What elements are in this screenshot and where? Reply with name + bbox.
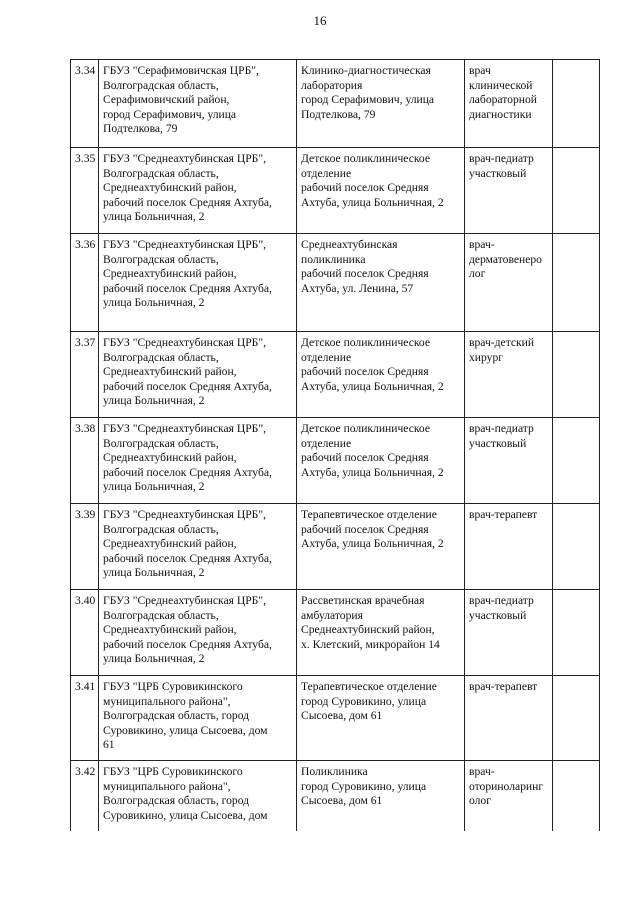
table-row — [71, 761, 600, 831]
empty-cell — [553, 761, 600, 831]
organization-cell: ГБУЗ "Среднеахтубинская ЦРБ", Волгоградская область, Среднеахтубинский район, рабочий поселок Средняя Ахтуба, улица Больничная, 2 — [99, 332, 297, 418]
table-row — [71, 418, 600, 504]
specialty-cell: врач- дерматовенеро лог — [465, 234, 553, 332]
empty-cell — [553, 504, 600, 590]
specialty-cell: врач-педиатр участковый — [465, 418, 553, 504]
department-address-cell: Детское поликлиническое отделение рабочий поселок Средняя Ахтуба, улица Больничная, 2 — [297, 148, 465, 234]
table-row — [71, 504, 600, 590]
table-row — [71, 148, 600, 234]
table-row — [71, 332, 600, 418]
empty-cell — [553, 332, 600, 418]
organization-cell: ГБУЗ "ЦРБ Суровикинского муниципального района", Волгоградская область, город Суровикино, улица Сысоева, дом 61 — [99, 676, 297, 761]
row-number: 3.42 — [71, 761, 99, 831]
specialty-cell: врач клинической лабораторной диагностики — [465, 60, 553, 148]
organization-cell: ГБУЗ "Среднеахтубинская ЦРБ", Волгоградская область, Среднеахтубинский район, рабочий поселок Средняя Ахтуба, улица Больничная, 2 — [99, 590, 297, 676]
department-address-cell: Детское поликлиническое отделение рабочий поселок Средняя Ахтуба, улица Больничная, 2 — [297, 332, 465, 418]
table-row — [71, 234, 600, 332]
specialty-cell: врач-педиатр участковый — [465, 148, 553, 234]
empty-cell — [553, 60, 600, 148]
specialists-table — [70, 59, 600, 831]
row-number: 3.41 — [71, 676, 99, 761]
department-address-cell: Поликлиника город Суровикино, улица Сысоева, дом 61 — [297, 761, 465, 831]
department-address-cell: Детское поликлиническое отделение рабочий поселок Средняя Ахтуба, улица Больничная, 2 — [297, 418, 465, 504]
specialty-cell: врач- оториноларинг олог — [465, 761, 553, 831]
organization-cell: ГБУЗ "ЦРБ Суровикинского муниципального района", Волгоградская область, город Суровикино, улица Сысоева, дом — [99, 761, 297, 831]
specialty-cell: врач-педиатр участковый — [465, 590, 553, 676]
organization-cell: ГБУЗ "Среднеахтубинская ЦРБ", Волгоградская область, Среднеахтубинский район, рабочий поселок Средняя Ахтуба, улица Больничная, 2 — [99, 148, 297, 234]
row-number: 3.36 — [71, 234, 99, 332]
organization-cell: ГБУЗ "Среднеахтубинская ЦРБ", Волгоградская область, Среднеахтубинский район, рабочий поселок Средняя Ахтуба, улица Больничная, 2 — [99, 234, 297, 332]
organization-cell: ГБУЗ "Серафимовичская ЦРБ", Волгоградская область, Серафимовичский район, город Серафимович, улица Подтелкова, 79 — [99, 60, 297, 148]
empty-cell — [553, 234, 600, 332]
department-address-cell: Рассветинская врачебная амбулатория Среднеахтубинский район, х. Клетский, микрорайон 14 — [297, 590, 465, 676]
specialty-cell: врач-терапевт — [465, 504, 553, 590]
specialty-cell: врач-терапевт — [465, 676, 553, 761]
department-address-cell: Терапевтическое отделение рабочий поселок Средняя Ахтуба, улица Больничная, 2 — [297, 504, 465, 590]
row-number: 3.38 — [71, 418, 99, 504]
row-number: 3.39 — [71, 504, 99, 590]
row-number: 3.34 — [71, 60, 99, 148]
organization-cell: ГБУЗ "Среднеахтубинская ЦРБ", Волгоградская область, Среднеахтубинский район, рабочий поселок Средняя Ахтуба, улица Больничная, 2 — [99, 418, 297, 504]
specialty-cell: врач-детский хирург — [465, 332, 553, 418]
row-number: 3.37 — [71, 332, 99, 418]
empty-cell — [553, 148, 600, 234]
department-address-cell: Терапевтическое отделение город Суровикино, улица Сысоева, дом 61 — [297, 676, 465, 761]
department-address-cell: Среднеахтубинская поликлиника рабочий поселок Средняя Ахтуба, ул. Ленина, 57 — [297, 234, 465, 332]
empty-cell — [553, 676, 600, 761]
empty-cell — [553, 418, 600, 504]
page-number: 16 — [313, 13, 327, 28]
department-address-cell: Клинико-диагностическая лаборатория город Серафимович, улица Подтелкова, 79 — [297, 60, 465, 148]
table-row — [71, 60, 600, 148]
row-number: 3.35 — [71, 148, 99, 234]
row-number: 3.40 — [71, 590, 99, 676]
organization-cell: ГБУЗ "Среднеахтубинская ЦРБ", Волгоградская область, Среднеахтубинский район, рабочий поселок Средняя Ахтуба, улица Больничная, 2 — [99, 504, 297, 590]
table-row — [71, 590, 600, 676]
empty-cell — [553, 590, 600, 676]
table-row — [71, 676, 600, 761]
